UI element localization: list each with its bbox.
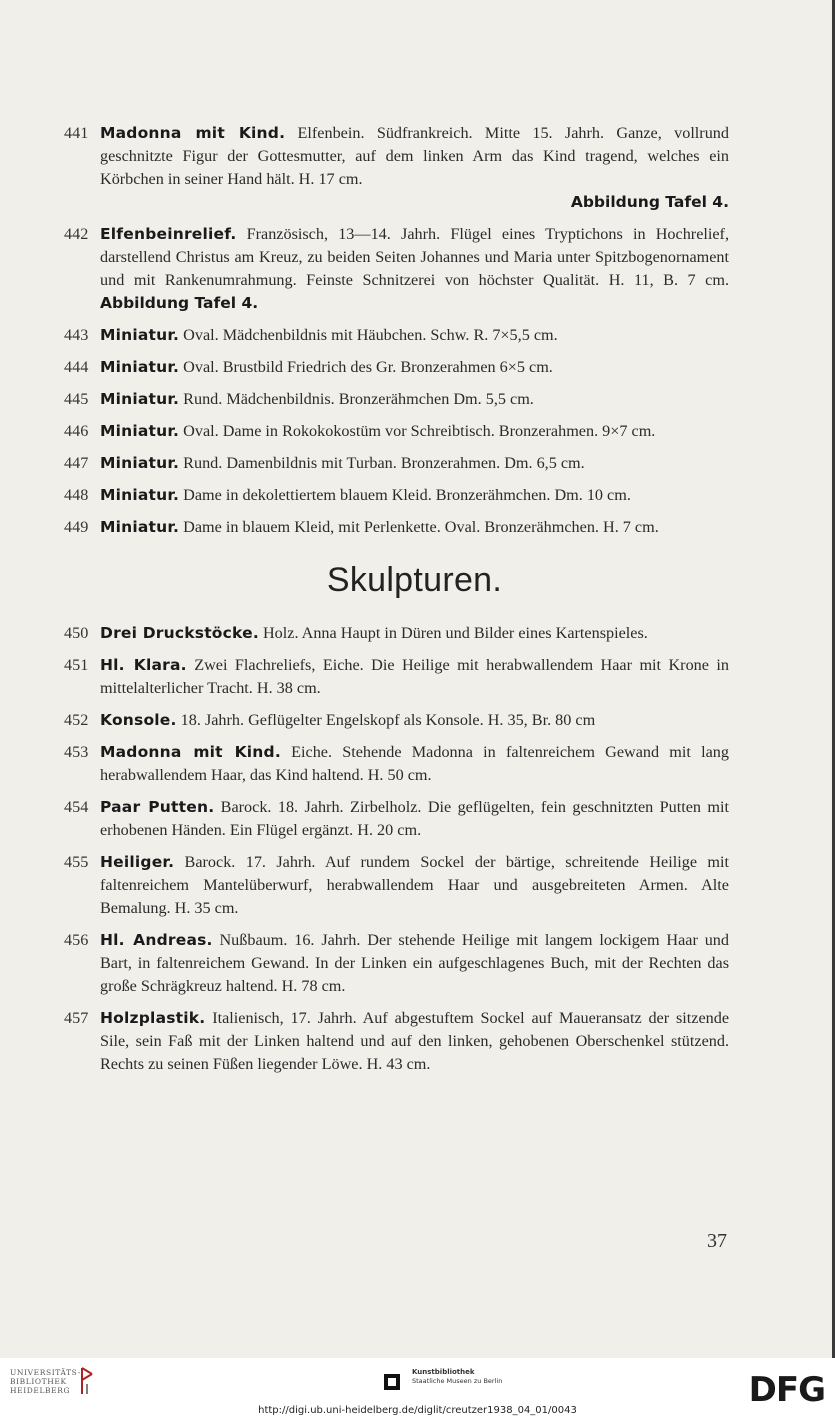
catalog-entry-451 bbox=[64, 654, 729, 700]
entry-body bbox=[100, 1007, 729, 1076]
entry-text: Rund. Mädchenbildnis. Bronzerähmchen Dm. 5,5 cm. bbox=[179, 390, 534, 408]
catalog-entry-452 bbox=[64, 709, 729, 732]
entry-text: Italienisch, 17. Jahrh. Auf abgestuftem Sockel auf Maueransatz der sitzende Sile, sein Faß mit der Linken haltend und auf den linken, gehobenen Oberschenkel stützend. Rechts zu seinen Füßen liegender Löwe. H. 43 cm. bbox=[100, 1009, 729, 1073]
entry-body bbox=[100, 484, 729, 507]
section-heading: Skulpturen. bbox=[326, 561, 503, 599]
entry-number: 448 bbox=[64, 486, 89, 504]
entry-number: 447 bbox=[64, 454, 89, 472]
kunstbibliothek-logo-icon bbox=[382, 1372, 402, 1392]
entry-title: Miniatur. bbox=[100, 422, 180, 440]
catalog-entry-443 bbox=[64, 324, 729, 347]
entry-title: Heiliger. bbox=[100, 853, 175, 871]
catalog-entry-447 bbox=[64, 452, 729, 475]
entry-text: Dame in dekolettiertem blauem Kleid. Bronzerähmchen. Dm. 10 cm. bbox=[179, 486, 631, 504]
catalog-entry-441 bbox=[64, 122, 729, 214]
dfg-logo: DFG bbox=[748, 1370, 825, 1410]
entry-text: Barock. 17. Jahrh. Auf rundem Sockel der bärtige, schreitende Heilige mit faltenreichem Mantelüberwurf, herabwallendem Haar und ausgebreiteten Armen. Alte Bemalung. H. 35 cm. bbox=[100, 853, 729, 917]
ub-heidelberg-logo-icon bbox=[78, 1366, 96, 1396]
entry-body bbox=[100, 796, 729, 842]
entry-title: Miniatur. bbox=[100, 326, 180, 344]
entry-number: 450 bbox=[64, 624, 89, 642]
entry-number: 444 bbox=[64, 358, 89, 376]
entry-body bbox=[100, 654, 729, 700]
entry-text: 18. Jahrh. Geflügelter Engelskopf als Konsole. H. 35, Br. 80 cm bbox=[176, 711, 596, 729]
entry-title: Madonna mit Kind. bbox=[100, 124, 286, 142]
entry-title: Miniatur. bbox=[100, 486, 180, 504]
entry-number: 455 bbox=[64, 853, 89, 871]
entry-number: 442 bbox=[64, 225, 89, 243]
entry-number: 443 bbox=[64, 326, 89, 344]
entry-text: Rund. Damenbildnis mit Turban. Bronzerahmen. Dm. 6,5 cm. bbox=[179, 454, 585, 472]
entry-title: Holzplastik. bbox=[100, 1009, 206, 1027]
catalog-entry-455 bbox=[64, 851, 729, 920]
entry-text: Französisch, 13—14. Jahrh. Flügel eines Tryptichons in Hochrelief, darstellend Christus am Kreuz, zu beiden Seiten Johannes und Maria unter Spitzbogenornament und mit Rankenumrahmung. Feinste Schnitzerei von höchster Qualität. H. 11, B. 7 cm. bbox=[100, 225, 729, 289]
entry-body bbox=[100, 516, 729, 539]
entry-text: Dame in blauem Kleid, mit Perlenkette. Oval. Bronzerähmchen. H. 7 cm. bbox=[179, 518, 659, 536]
digitization-footer bbox=[0, 1358, 835, 1420]
permalink-url[interactable]: http://digi.ub.uni-heidelberg.de/diglit/creutzer1938_04_01/0043 bbox=[258, 1405, 577, 1416]
page-content bbox=[64, 122, 729, 1076]
entry-body bbox=[100, 452, 729, 475]
entry-body bbox=[100, 223, 729, 315]
catalog-entry-456 bbox=[64, 929, 729, 998]
entry-body bbox=[100, 741, 729, 787]
catalog-entry-457 bbox=[64, 1007, 729, 1076]
entry-number: 441 bbox=[64, 124, 89, 142]
catalog-entry-453 bbox=[64, 741, 729, 787]
page-number: 37 bbox=[707, 1230, 727, 1252]
entry-number: 452 bbox=[64, 711, 89, 729]
entry-text: Barock. 18. Jahrh. Zirbelholz. Die geflügelten, fein geschnitzten Putten mit erhobenen Händen. Ein Flügel ergänzt. H. 20 cm. bbox=[100, 798, 729, 839]
entry-title: Hl. Andreas. bbox=[100, 931, 213, 949]
entry-text: Oval. Brustbild Friedrich des Gr. Bronzerahmen 6×5 cm. bbox=[179, 358, 553, 376]
catalog-entry-446 bbox=[64, 420, 729, 443]
entry-body bbox=[100, 356, 729, 379]
kunstbibliothek-label: Kunstbibliothek Staatliche Museen zu Berlin bbox=[412, 1368, 503, 1385]
catalog-entry-449 bbox=[64, 516, 729, 539]
entry-title: Elfenbeinrelief. bbox=[100, 225, 237, 243]
entry-text: Oval. Mädchenbildnis mit Häubchen. Schw. R. 7×5,5 cm. bbox=[179, 326, 558, 344]
entry-text: Nußbaum. 16. Jahrh. Der stehende Heilige mit langem lockigem Haar und Bart, in faltenreichem Gewand. In der Linken ein aufgeschlagenes Buch, mit der Rechten das große Schrägkreuz haltend. H. 78 cm. bbox=[100, 931, 729, 995]
entry-text: Elfenbein. Südfrankreich. Mitte 15. Jahrh. Ganze, vollrund geschnitzte Figur der Gottesmutter, auf dem linken Arm das Kind tragend, welches ein Körbchen in seiner Hand hält. H. 17 cm. bbox=[100, 124, 729, 188]
catalog-entry-454 bbox=[64, 796, 729, 842]
entry-number: 457 bbox=[64, 1009, 89, 1027]
entry-body bbox=[100, 622, 729, 645]
entry-number: 454 bbox=[64, 798, 89, 816]
entry-body bbox=[100, 122, 729, 214]
entry-body bbox=[100, 709, 729, 732]
catalog-entry-442 bbox=[64, 223, 729, 315]
entry-text: Zwei Flachreliefs, Eiche. Die Heilige mit herabwallendem Haar mit Krone in mittelalterlicher Tracht. H. 38 cm. bbox=[100, 656, 729, 697]
entry-body bbox=[100, 420, 729, 443]
entry-title: Paar Putten. bbox=[100, 798, 215, 816]
ub-heidelberg-label: UNIVERSITÄTS- BIBLIOTHEK HEIDELBERG bbox=[10, 1368, 81, 1395]
entry-title: Drei Druckstöcke. bbox=[100, 624, 259, 642]
entry-title: Miniatur. bbox=[100, 454, 180, 472]
entry-number: 456 bbox=[64, 931, 89, 949]
entry-title: Konsole. bbox=[100, 711, 177, 729]
entry-text: Eiche. Stehende Madonna in faltenreichem Gewand mit lang herabwallendem Haar, das Kind haltend. H. 50 cm. bbox=[100, 743, 729, 784]
catalog-entry-450 bbox=[64, 622, 729, 645]
entry-text: Holz. Anna Haupt in Düren und Bilder eines Kartenspieles. bbox=[258, 624, 648, 642]
catalog-entry-445 bbox=[64, 388, 729, 411]
catalog-entry-448 bbox=[64, 484, 729, 507]
entry-number: 451 bbox=[64, 656, 89, 674]
entry-title: Miniatur. bbox=[100, 518, 180, 536]
entry-title: Miniatur. bbox=[100, 358, 180, 376]
entry-number: 453 bbox=[64, 743, 89, 761]
entry-number: 446 bbox=[64, 422, 89, 440]
entry-title: Miniatur. bbox=[100, 390, 180, 408]
entry-number: 445 bbox=[64, 390, 89, 408]
entry-body bbox=[100, 929, 729, 998]
figure-reference: Abbildung Tafel 4. bbox=[100, 294, 259, 312]
entry-title: Hl. Klara. bbox=[100, 656, 187, 674]
entry-body bbox=[100, 324, 729, 347]
figure-reference: Abbildung Tafel 4. bbox=[570, 193, 729, 211]
catalog-entry-444 bbox=[64, 356, 729, 379]
entry-text: Oval. Dame in Rokokokostüm vor Schreibtisch. Bronzerahmen. 9×7 cm. bbox=[179, 422, 656, 440]
entry-body bbox=[100, 388, 729, 411]
entry-number: 449 bbox=[64, 518, 89, 536]
entry-title: Madonna mit Kind. bbox=[100, 743, 281, 761]
entry-body bbox=[100, 851, 729, 920]
